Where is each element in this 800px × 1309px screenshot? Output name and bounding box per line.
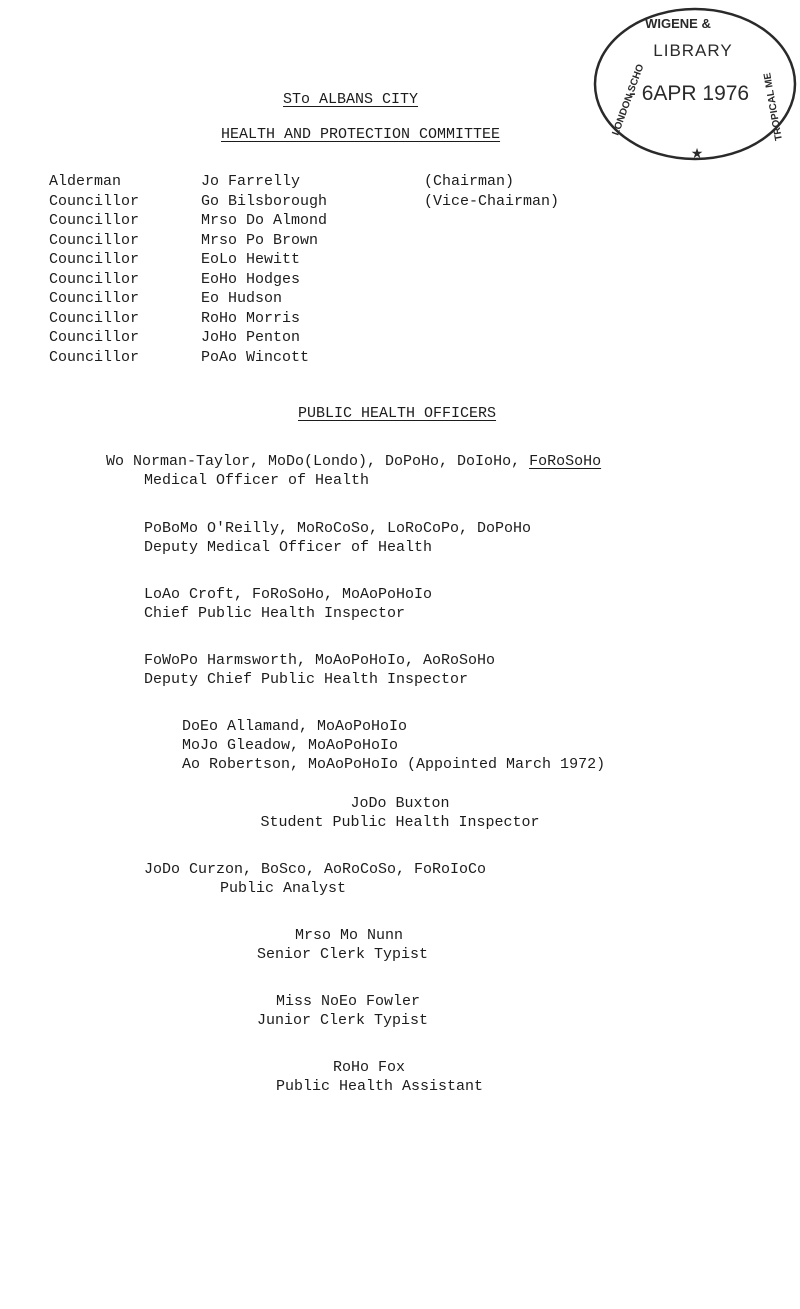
member-name: Mrso Po Brown	[201, 232, 319, 249]
dmoh-title: Deputy Medical Officer of Health	[144, 539, 433, 556]
moh-name: Wo Norman-Taylor, MoDo(Londo), DoPoHo, DoIoHo,	[106, 453, 530, 470]
pha-title: Public Health Assistant	[276, 1078, 484, 1095]
member-title: Alderman	[49, 173, 122, 190]
member-title: Councillor	[49, 193, 140, 210]
stamp-right-arc-text: TROPICAL ME	[762, 71, 785, 142]
cphi-title: Chief Public Health Inspector	[144, 605, 406, 622]
sct-name: Mrso Mo Nunn	[295, 927, 404, 944]
moh-title: Medical Officer of Health	[144, 472, 370, 489]
member-title: Councillor	[49, 251, 140, 268]
member-title: Councillor	[49, 349, 140, 366]
jct-title: Junior Clerk Typist	[257, 1012, 429, 1029]
moh-name-line	[106, 452, 601, 471]
analyst-name: JoDo Curzon, BoSco, AoRoCoSo, FoRoIoCo	[144, 861, 487, 878]
member-role: (Chairman)	[424, 173, 515, 190]
sct-title: Senior Clerk Typist	[257, 946, 429, 963]
member-name: EoHo Hodges	[201, 271, 301, 288]
member-name: Mrso Do Almond	[201, 212, 328, 229]
pha-name: RoHo Fox	[333, 1059, 406, 1076]
member-name: Eo Hudson	[201, 290, 283, 307]
inspector-2: MoJo Gleadow, MoAoPoHoIo	[182, 737, 399, 754]
member-name: Jo Farrelly	[201, 173, 301, 190]
member-title: Councillor	[49, 329, 140, 346]
stamp-top-text: WIGENE &	[645, 16, 711, 31]
member-title: Councillor	[49, 232, 140, 249]
member-title: Councillor	[49, 310, 140, 327]
inspector-3: Ao Robertson, MoAoPoHoIo (Appointed March 1972)	[182, 756, 606, 773]
student-title: Student Public Health Inspector	[260, 814, 540, 831]
moh-fellowship: FoRoSoHo	[529, 453, 602, 470]
member-name: Go Bilsborough	[201, 193, 328, 210]
cphi-name: LoAo Croft, FoRoSoHo, MoAoPoHoIo	[144, 586, 433, 603]
officers-heading: PUBLIC HEALTH OFFICERS	[298, 405, 497, 422]
jct-name: Miss NoEo Fowler	[276, 993, 421, 1010]
member-name: RoHo Morris	[201, 310, 301, 327]
city-heading: STo ALBANS CITY	[283, 91, 419, 108]
library-stamp	[590, 4, 800, 164]
stamp-library-text: LIBRARY	[653, 41, 733, 60]
member-title: Councillor	[49, 271, 140, 288]
dcphi-name: FoWoPo Harmsworth, MoAoPoHoIo, AoRoSoHo	[144, 652, 496, 669]
stamp-left-arc-text: LONDON SCHO	[610, 62, 647, 138]
member-role: (Vice-Chairman)	[424, 193, 560, 210]
committee-heading: HEALTH AND PROTECTION COMMITTEE	[221, 126, 501, 143]
member-title: Councillor	[49, 212, 140, 229]
inspector-1: DoEo Allamand, MoAoPoHoIo	[182, 718, 408, 735]
dcphi-title: Deputy Chief Public Health Inspector	[144, 671, 469, 688]
member-title: Councillor	[49, 290, 140, 307]
member-name: EoLo Hewitt	[201, 251, 301, 268]
stamp-star: ★	[690, 145, 704, 161]
analyst-title: Public Analyst	[220, 880, 347, 897]
member-name: PoAo Wincott	[201, 349, 310, 366]
stamp-date-text: - 6APR 1976	[628, 82, 750, 105]
library-stamp-graphic	[590, 4, 800, 164]
member-name: JoHo Penton	[201, 329, 301, 346]
dmoh-name: PoBoMo O'Reilly, MoRoCoSo, LoRoCoPo, DoPoHo	[144, 520, 532, 537]
student-name: JoDo Buxton	[350, 795, 450, 812]
